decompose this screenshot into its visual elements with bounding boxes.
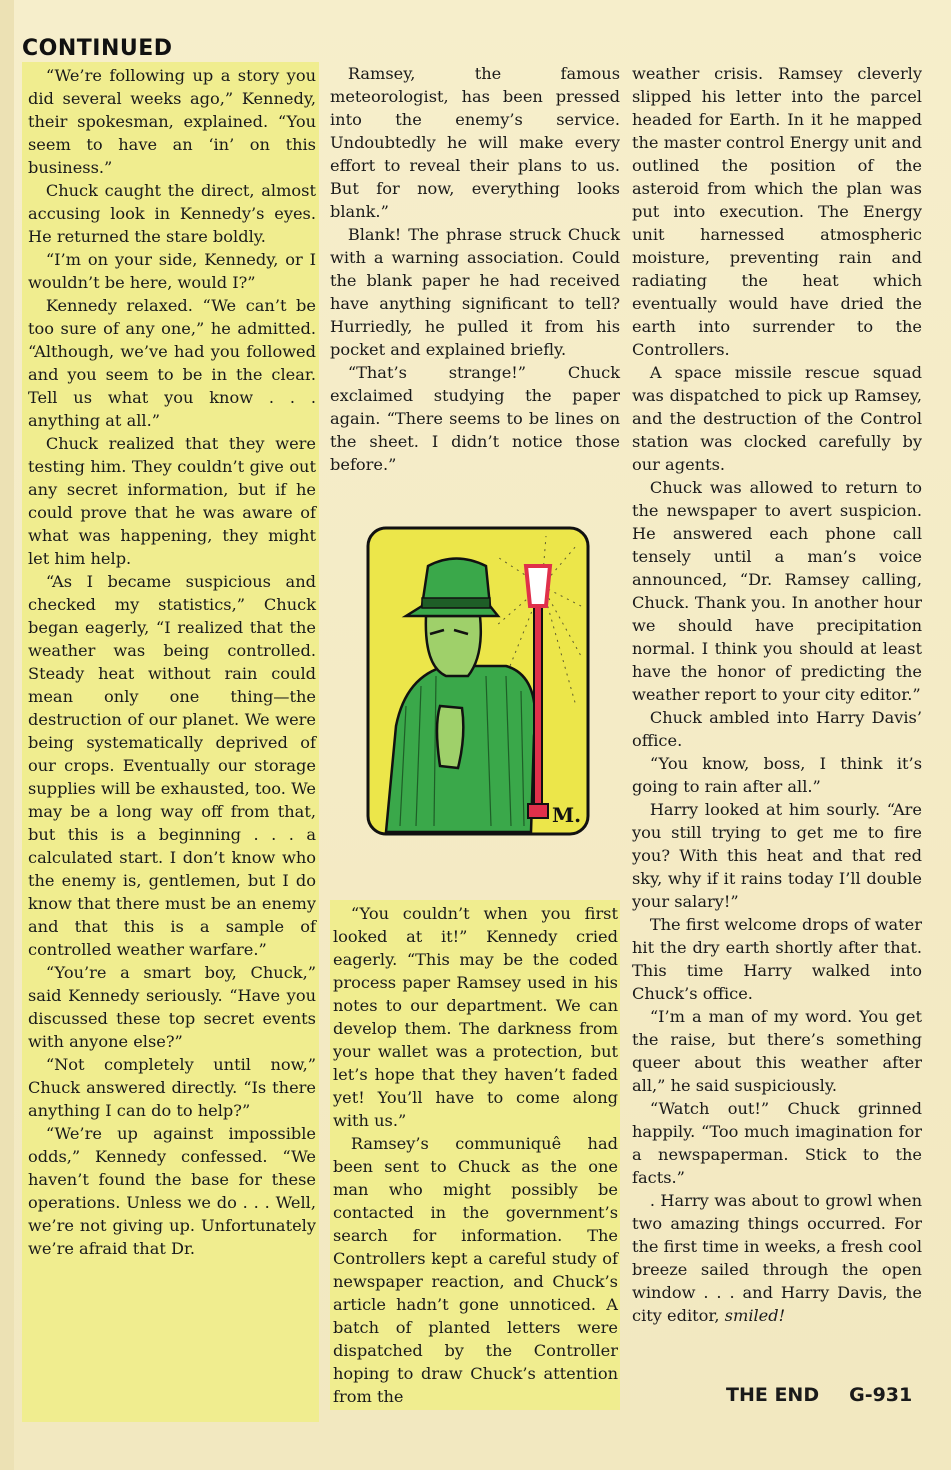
paragraph: “You couldn’t when you first looked at it!” Kennedy cried eagerly. “This may be the coded process paper Ramsey used in his notes to our department. We can develop them. The darkness from your wallet was a protection, but let’s hope that they haven’t faded yet! You’ll have to come along with us.” (333, 904, 618, 1130)
raised-hand (437, 706, 463, 768)
column-2-bottom (330, 900, 620, 1410)
paragraph: “You’re a smart boy, Chuck,” said Kennedy seriously. “Have you discussed these top secret events with anyone else?” (28, 963, 316, 1051)
paragraph: “I’m on your side, Kennedy, or I wouldn’t be here, would I?” (28, 250, 316, 292)
paragraph: Ramsey, the famous meteorologist, has been pressed into the enemy’s service. Undoubtedly he will make every effort to reveal their plans to us. But for now, everything looks blank.” (330, 64, 620, 221)
face (426, 616, 481, 676)
paragraph: “We’re following up a story you did several weeks ago,” Kennedy, their spokesman, explained. “You seem to have an ‘in’ on this business.” (28, 66, 316, 177)
paragraph-text: . Harry was about to growl when two amazing things occurred. For the first time in weeks, a fresh cool breeze sailed through the open window . . . and Harry Davis, the city editor, (632, 1191, 922, 1325)
page-margin (0, 0, 14, 1470)
lamp-base (528, 804, 548, 818)
paragraph: “Not completely until now,” Chuck answered directly. “Is there anything I can do to help?” (28, 1055, 316, 1120)
paragraph: Kennedy relaxed. “We can’t be too sure of any one,” he admitted. “Although, we’ve had you followed and you seem to be in the clear. Tell us what you know . . . anything at all.” (28, 296, 316, 430)
closing-word: smiled! (724, 1306, 786, 1325)
paragraph: Chuck realized that they were testing him. They couldn’t give out any secret information, but if he could prove that he was aware of what was happening, they might let him help. (28, 434, 316, 568)
paragraph: The first welcome drops of water hit the dry earth shortly after that. This time Harry walked into Chuck’s office. (632, 915, 922, 1003)
paragraph: “Watch out!” Chuck grinned happily. “Too much imagination for a newspaperman. Stick to the facts.” (632, 1099, 922, 1187)
artist-signature: M. (552, 803, 582, 827)
column-1 (22, 62, 319, 1422)
column-2-top (330, 62, 620, 476)
paragraph (632, 1189, 922, 1327)
paragraph: Blank! The phrase struck Chuck with a warning association. Could the blank paper he had received have anything significant to tell? Hurriedly, he pulled it from his pocket and explained briefly. (330, 225, 620, 359)
page-footer (726, 1384, 912, 1406)
page-header: CONTINUED (22, 36, 173, 61)
paragraph: “As I became suspicious and checked my statistics,” Chuck began eagerly, “I realized that the weather was being controlled. Steady heat without rain could mean only one thing—the destruction of our planet. We were being systematically deprived of our crops. Eventually our storage supplies will be exhausted, too. We may be a long way off from that, but this is a beginning . . . a calculated start. I don’t know who the enemy is, gentlemen, but I do know that there must be an enemy and that this is a sample of controlled weather warfare.” (28, 572, 316, 959)
paragraph: weather crisis. Ramsey cleverly slipped his letter into the parcel headed for Earth. In it he mapped the master control Energy unit and outlined the position of the asteroid from which the plan was put into execution. The Energy unit harnessed atmospheric moisture, preventing rain and radiating the heat which eventually would have dried the earth into surrender to the Controllers. (632, 64, 922, 359)
the-end-label: THE END (726, 1384, 820, 1406)
paragraph: Ramsey’s communiquê had been sent to Chuck as the one man who might possibly be contacted in the government’s search for information. The Controllers kept a careful study of newspaper reaction, and Chuck’s article hadn’t gone unnoticed. A batch of planted letters were dispatched by the Controller hoping to draw Chuck’s attention from the (333, 1134, 618, 1406)
story-code: G-931 (849, 1384, 913, 1406)
illustration-man-with-lamp (366, 526, 590, 836)
hat-band (422, 598, 490, 608)
paragraph: “You know, boss, I think it’s going to rain after all.” (632, 754, 922, 796)
paragraph: Chuck ambled into Harry Davis’ office. (632, 708, 922, 750)
paragraph: “That’s strange!” Chuck exclaimed studying the paper again. “There seems to be lines on the sheet. I didn’t notice those before.” (330, 363, 620, 474)
column-3 (632, 62, 922, 1327)
paragraph: Chuck was allowed to return to the newspaper to avert suspicion. He answered each phone call tensely until a man’s voice announced, “Dr. Ramsey calling, Chuck. Thank you. In another hour we should have precipitation normal. I think you should at least have the honor of predicting the weather report to your city editor.” (632, 478, 922, 704)
lamp-post (534, 604, 542, 804)
paragraph: “I’m a man of my word. You get the raise, but there’s something queer about this weather after all,” he said suspiciously. (632, 1007, 922, 1095)
paragraph: “We’re up against impossible odds,” Kennedy confessed. “We haven’t found the base for these operations. Unless we do . . . Well, we’re not giving up. Unfortunately we’re afraid that Dr. (28, 1124, 316, 1258)
lamp-globe (526, 566, 550, 606)
paragraph: Chuck caught the direct, almost accusing look in Kennedy’s eyes. He returned the stare boldly. (28, 181, 316, 246)
paragraph: Harry looked at him sourly. “Are you still trying to get me to fire you? With this heat and that red sky, why if it rains today I’ll double your salary!” (632, 800, 922, 911)
paragraph: A space missile rescue squad was dispatched to pick up Ramsey, and the destruction of the Control station was clocked carefully by our agents. (632, 363, 922, 474)
